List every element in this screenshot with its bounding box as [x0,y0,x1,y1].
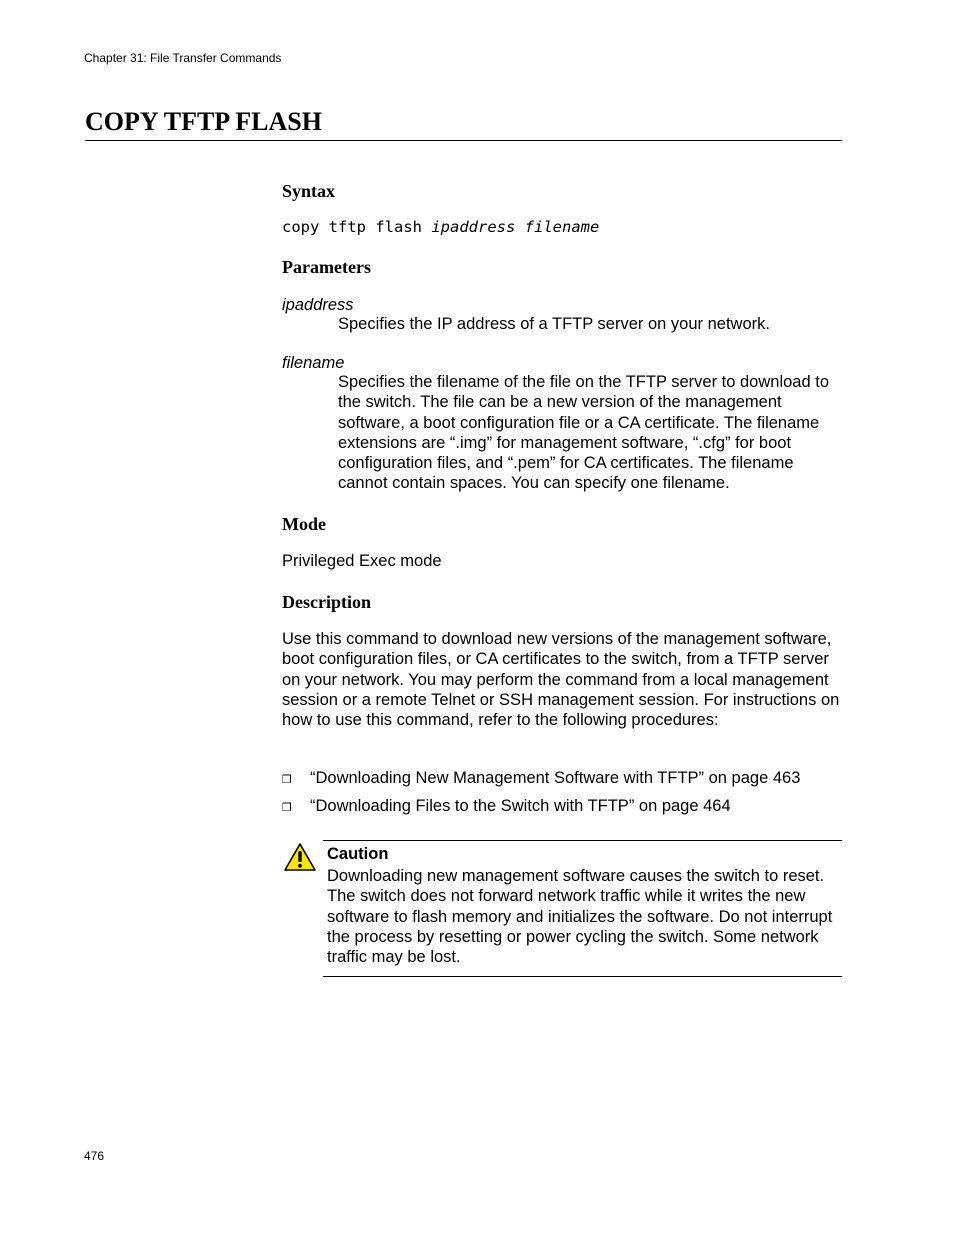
param-def-filename: Specifies the filename of the file on the TFTP server to download to the switch. The file can be a new version of the management software, a boot configuration file or a CA certificate. The filename extensions are “.img” for management software, “.cfg” for boot configuration files, and “.pem” for CA certificates. The filename cannot contain spaces. You can specify one filename. [338,373,829,493]
syntax-heading: Syntax [282,181,336,201]
description-text: Use this command to download new versions of the management software, boot configuration files, or CA certificates to the switch, from a TFTP server on your network. You may perform the command from a local management session or a remote Telnet or SSH management session. For instructions on how to use this command, refer to the following procedures: [282,630,840,730]
param-term-ipaddress: ipaddress [282,296,354,314]
checkbox-bullet-icon: ❐ [282,801,292,814]
caution-top-rule [323,840,842,841]
caution-bottom-rule [323,976,842,977]
param-term-filename: filename [282,354,345,372]
list-item [282,796,844,818]
running-head: Chapter 31: File Transfer Commands [84,51,282,65]
caution-title: Caution [327,845,389,863]
syntax-command [282,217,599,237]
list-item [282,768,844,790]
mode-heading: Mode [282,514,326,534]
mode-text: Privileged Exec mode [282,552,442,570]
page-number: 476 [84,1149,105,1163]
parameters-heading: Parameters [282,257,371,277]
caution-text: Downloading new management software causes the switch to reset. The switch does not forward network traffic while it writes the new software to flash memory and initializes the software. Do not interrupt the process by resetting or power cycling the switch. Some network traffic may be lost. [327,867,833,967]
page-title: COPY TFTP FLASH [85,106,842,141]
description-heading: Description [282,592,371,612]
checkbox-bullet-icon: ❐ [282,773,292,786]
syntax-command-text: copy tftp flash [282,218,422,236]
param-def-ipaddress: Specifies the IP address of a TFTP server on your network. [338,315,770,333]
cross-reference-link[interactable]: “Downloading Files to the Switch with TFTP” on page 464 [310,797,731,815]
syntax-arg-filename: filename [524,218,600,236]
cross-reference-link[interactable]: “Downloading New Management Software with TFTP” on page 463 [310,769,801,787]
syntax-arg-ipaddress: ipaddress [431,218,516,236]
warning-triangle-icon [283,842,317,872]
